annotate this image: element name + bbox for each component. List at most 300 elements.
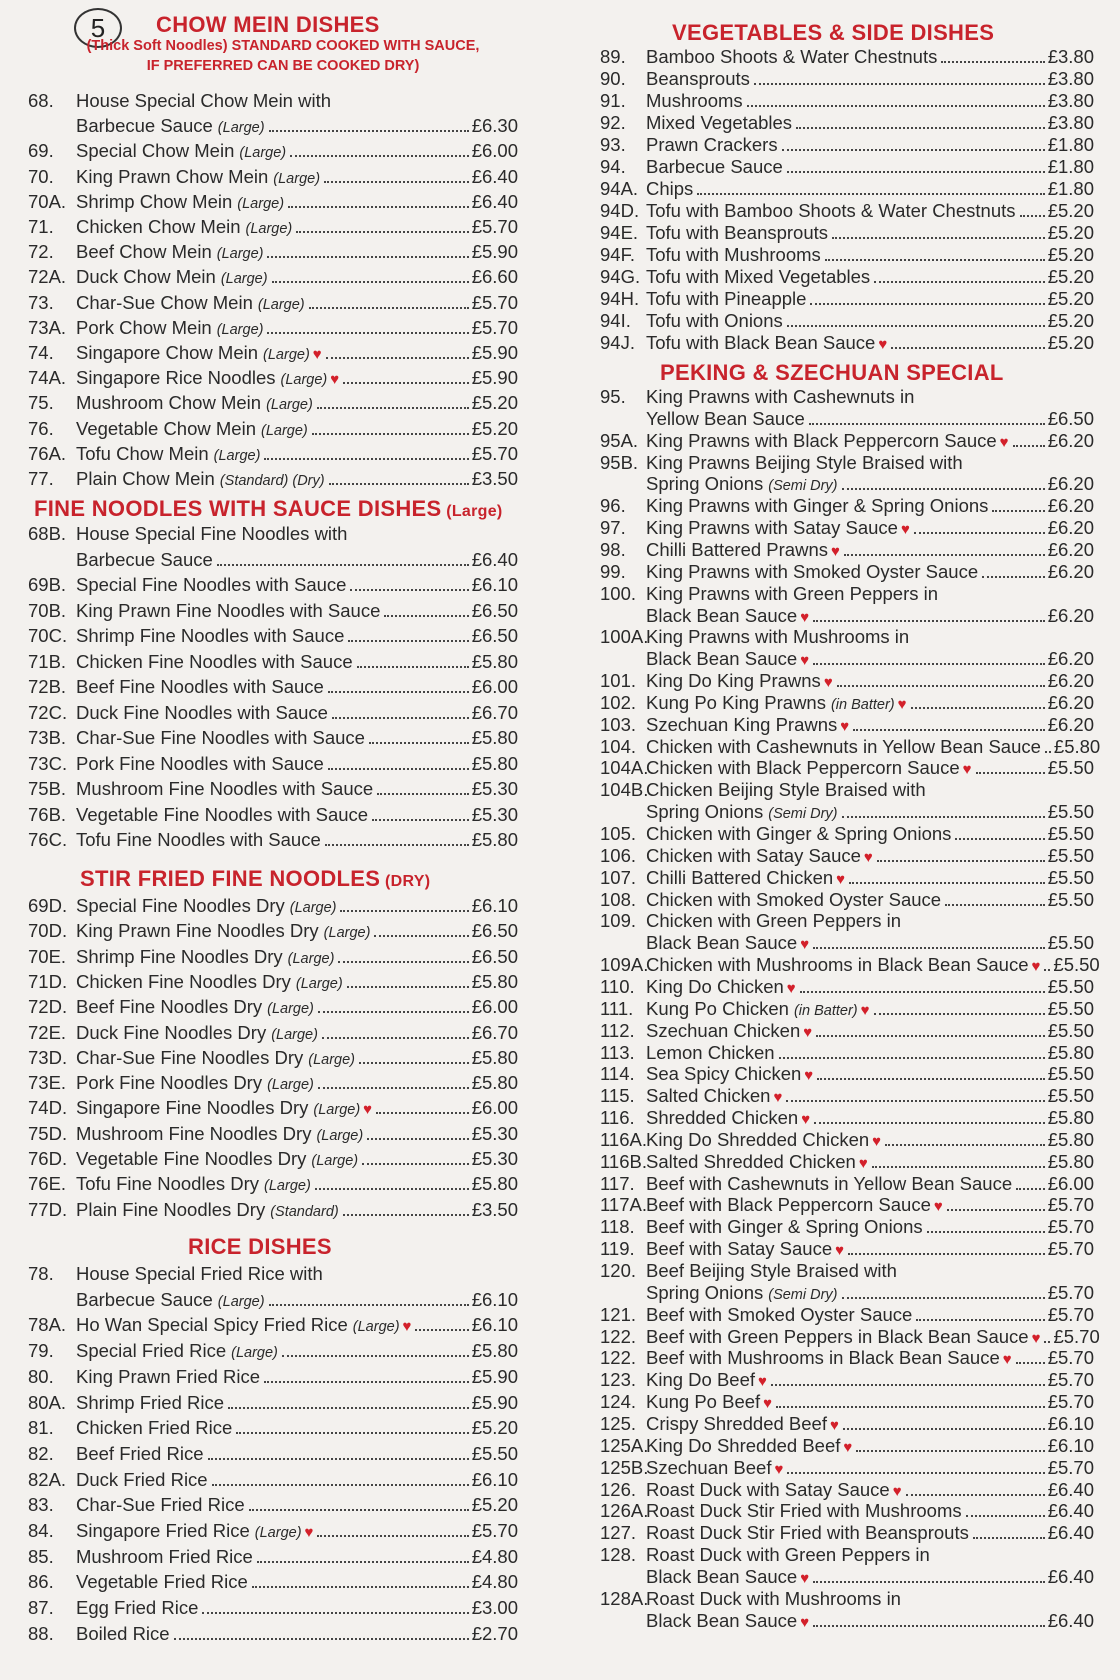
dot-leader [328, 768, 469, 770]
menu-item [600, 1457, 1094, 1479]
dot-leader [697, 193, 1044, 195]
item-price: £5.30 [471, 1148, 518, 1169]
chili-icon: ♥ [892, 1482, 902, 1500]
item-name: Char-Sue Chow Mein [76, 291, 253, 313]
dot-leader [257, 1561, 469, 1563]
item-name: King Prawn Fried Rice [76, 1365, 261, 1387]
menu-item [28, 778, 518, 800]
item-number: 73C. [28, 752, 68, 774]
menu-item [600, 1544, 1094, 1566]
dot-leader [786, 1100, 1044, 1102]
menu-item [28, 549, 518, 571]
item-number: 72D. [28, 996, 68, 1018]
dot-leader [367, 1138, 469, 1140]
item-number: 122. [600, 1347, 637, 1369]
chili-icon: ♥ [800, 1613, 810, 1631]
item-name: Beef Chow Mein [76, 241, 212, 263]
item-number: 94G. [600, 266, 641, 287]
dot-leader [267, 256, 468, 258]
item-size-note: (in Batter) [793, 1002, 858, 1019]
menu-item [600, 495, 1094, 517]
item-number: 116. [600, 1107, 635, 1129]
item-name: Barbecue Sauce [76, 115, 213, 137]
item-name: Vegetable Fine Noodles with Sauce [76, 803, 369, 825]
menu-item [28, 895, 518, 917]
item-number: 70C. [28, 625, 68, 646]
menu-item [600, 1304, 1094, 1326]
item-price: £6.50 [471, 945, 518, 967]
dot-leader [228, 1407, 469, 1409]
item-name: Egg Fried Rice [76, 1597, 199, 1619]
item-number: 70E. [28, 945, 67, 967]
menu-item [600, 1369, 1094, 1391]
item-price: £6.20 [1047, 648, 1094, 670]
menu-item [600, 386, 1094, 408]
item-name: Vegetable Chow Mein [76, 417, 256, 439]
item-name: King Prawns with Cashewnuts in [646, 386, 915, 407]
dot-leader [1013, 445, 1045, 447]
item-price: £6.10 [471, 895, 518, 916]
dot-leader [357, 666, 469, 668]
item-name: Tofu with Onions [646, 310, 783, 331]
dot-leader [282, 1355, 469, 1357]
item-price: £5.80 [471, 970, 518, 992]
item-price: £4.80 [471, 1545, 518, 1567]
chili-icon: ♥ [801, 1111, 811, 1129]
menu-item [600, 779, 1094, 801]
item-number: 127. [600, 1522, 637, 1544]
item-number: 102. [600, 691, 637, 713]
item-name: Mushroom Chow Mein [76, 392, 262, 414]
item-number: 76. [28, 417, 54, 439]
chili-icon: ♥ [804, 1067, 814, 1085]
item-number: 72. [28, 241, 54, 263]
item-size-note: (Large) [308, 1051, 355, 1068]
chili-icon: ♥ [843, 1438, 853, 1456]
chili-icon: ♥ [800, 1569, 810, 1587]
item-name: Tofu with Black Bean Sauce [646, 332, 876, 353]
item-name: Tofu Fine Noodles Dry [76, 1173, 260, 1195]
menu-item [28, 317, 518, 339]
item-price: £5.30 [471, 1122, 518, 1144]
item-price: £5.20 [1047, 266, 1094, 287]
menu-item [28, 920, 518, 942]
item-price: £5.90 [471, 1391, 518, 1413]
dot-leader [343, 1214, 469, 1216]
item-price: £5.50 [1047, 1085, 1094, 1107]
item-number: 120. [600, 1260, 637, 1281]
dot-leader [376, 1112, 469, 1114]
item-price: £5.30 [471, 778, 518, 799]
item-name: Special Fried Rice [76, 1340, 227, 1362]
dot-leader [269, 130, 469, 132]
dot-leader [945, 904, 1045, 906]
menu-item [600, 801, 1094, 823]
menu-item [28, 1047, 518, 1069]
item-price: £5.90 [471, 342, 518, 363]
item-number: 121. [600, 1303, 637, 1325]
menu-item [600, 200, 1094, 222]
item-price: £6.10 [471, 574, 518, 595]
item-number: 109A. [600, 954, 649, 976]
item-price: £5.80 [1053, 735, 1101, 757]
menu-item [600, 561, 1094, 583]
item-name: Roast Duck Stir Fried with Mushrooms [646, 1500, 962, 1522]
item-size-note: (Large) [323, 925, 371, 942]
dot-leader [1016, 1188, 1045, 1190]
item-number: 113. [600, 1041, 635, 1063]
menu-item [600, 1042, 1094, 1064]
item-name: Beef Beijing Style Braised with [646, 1260, 897, 1281]
item-price: £5.70 [1047, 1347, 1094, 1369]
item-name: Char-Sue Fine Noodles Dry [76, 1046, 304, 1068]
item-number: 100. [600, 582, 637, 604]
item-name: Chicken with Cashewnuts in Yellow Bean Sauce [646, 735, 1041, 757]
item-price: £5.80 [1047, 1041, 1094, 1063]
menu-item [600, 332, 1094, 354]
item-price: £5.50 [1047, 823, 1094, 844]
item-number: 116A. [600, 1128, 647, 1150]
menu-item [28, 946, 518, 968]
menu-item [28, 266, 518, 288]
menu-item [28, 1072, 518, 1094]
item-size-note: (Large) [266, 397, 313, 414]
item-size-note: (in Batter) [830, 696, 895, 713]
item-price: £5.90 [471, 367, 518, 389]
item-name: Shrimp Chow Mein [76, 190, 233, 212]
chili-icon: ♥ [999, 433, 1009, 451]
item-price: £6.50 [471, 625, 518, 646]
item-price: £5.50 [1047, 1063, 1094, 1085]
section-title-chow-mein [156, 12, 380, 38]
item-name: King Prawns with Smoked Oyster Sauce [646, 560, 979, 582]
item-number: 114. [600, 1063, 635, 1085]
menu-item [600, 1282, 1094, 1304]
item-size-note: (Large) [216, 246, 264, 263]
chili-icon: ♥ [763, 1395, 773, 1413]
item-number: 106. [600, 844, 637, 866]
dot-leader [317, 1535, 468, 1537]
menu-item [600, 1610, 1094, 1632]
item-size-note: (Large) [287, 950, 335, 967]
item-price: £5.80 [471, 1046, 518, 1068]
menu-item [600, 692, 1094, 714]
item-name: Roast Duck with Mushrooms in [646, 1587, 901, 1609]
item-number: 111. [600, 997, 634, 1019]
item-number: 122. [600, 1325, 637, 1347]
dot-leader [359, 1062, 469, 1064]
menu-item [600, 310, 1094, 332]
dot-leader [782, 149, 1045, 151]
menu-item [600, 1129, 1094, 1151]
chili-icon: ♥ [830, 1416, 839, 1434]
item-name: Chicken Fine Noodles Dry [76, 970, 291, 992]
item-number: 77D. [28, 1198, 68, 1220]
item-name: Char-Sue Fried Rice [76, 1494, 245, 1516]
item-number: 76D. [28, 1148, 68, 1169]
item-number: 74. [28, 342, 54, 363]
section-title-text: CHOW MEIN DISHES [156, 12, 380, 37]
menu-item [600, 932, 1094, 954]
dot-leader [973, 1537, 1045, 1539]
menu-item [600, 976, 1094, 998]
item-price: £3.80 [1047, 112, 1094, 133]
item-name: Vegetable Fine Noodles Dry [76, 1148, 307, 1169]
item-name: Special Fine Noodles Dry [76, 895, 285, 916]
item-number: 89. [600, 46, 626, 67]
item-price: £5.20 [1047, 310, 1094, 331]
item-name: King Prawn Fine Noodles with Sauce [76, 599, 381, 621]
chili-icon: ♥ [933, 1198, 943, 1216]
item-name: Special Fine Noodles with Sauce [76, 574, 347, 595]
dot-leader [264, 1381, 469, 1383]
item-number: 94F. [600, 244, 635, 265]
item-number: 71D. [28, 970, 68, 992]
item-name: Szechuan Chicken [646, 1019, 801, 1041]
item-number: 68B. [28, 523, 67, 544]
dot-leader [252, 1586, 469, 1588]
item-name: Tofu Fine Noodles with Sauce [76, 829, 321, 850]
menu-item [28, 1494, 518, 1516]
menu-item [28, 1392, 518, 1414]
menu-item [28, 115, 518, 137]
menu-item [600, 1347, 1094, 1369]
item-name: Black Bean Sauce [646, 1565, 798, 1587]
menu-item [28, 1366, 518, 1388]
dot-leader [872, 1166, 1045, 1168]
menu-item [28, 1123, 518, 1145]
dot-leader [217, 564, 469, 566]
item-name: Beef Fried Rice [76, 1442, 204, 1464]
item-price: £5.70 [1047, 1303, 1094, 1325]
dot-leader [329, 483, 469, 485]
menu-item [28, 523, 518, 545]
dot-leader [842, 1297, 1045, 1299]
item-size-note: (Semi Dry) [768, 806, 838, 823]
item-number: 72B. [28, 676, 67, 697]
item-size-note: (Semi Dry) [768, 478, 838, 495]
item-price: £5.80 [471, 829, 518, 850]
item-size-note: (Semi Dry) [768, 1286, 838, 1303]
item-number: 73D. [28, 1046, 68, 1068]
item-size-note: (Standard) (Dry) [219, 473, 325, 489]
item-number: 72C. [28, 701, 68, 723]
section-title-text: FINE NOODLES WITH SAUCE DISHES [34, 496, 442, 521]
dot-leader [825, 259, 1045, 261]
menu-item [600, 1173, 1094, 1195]
item-price: £6.50 [471, 920, 518, 942]
item-number: 72A. [28, 266, 67, 288]
section-title-veg-side [672, 20, 994, 46]
item-size-note: (Large) [231, 1345, 278, 1362]
menu-item [28, 651, 518, 673]
dot-leader [976, 772, 1045, 774]
dot-leader [796, 127, 1045, 129]
item-number: 75. [28, 392, 54, 414]
chili-icon: ♥ [831, 542, 840, 560]
item-number: 73A. [28, 316, 67, 338]
dot-leader [264, 458, 468, 460]
menu-item [600, 1107, 1094, 1129]
menu-item [600, 823, 1094, 845]
item-price: £2.70 [471, 1622, 518, 1644]
menu-item [28, 1289, 518, 1311]
item-size-note: (Large) [216, 321, 264, 338]
menu-item [28, 1199, 518, 1221]
chili-icon: ♥ [758, 1373, 767, 1391]
item-name: Black Bean Sauce [646, 932, 798, 954]
dot-leader [174, 1638, 469, 1640]
item-price: £5.80 [471, 1072, 518, 1094]
item-name: Ho Wan Special Spicy Fried Rice [76, 1314, 348, 1336]
item-name: Beef with Satay Sauce [646, 1238, 833, 1260]
item-name: Chicken with Smoked Oyster Sauce [646, 888, 942, 910]
dot-leader [212, 1484, 469, 1486]
item-number: 73E. [28, 1072, 67, 1094]
item-name: Beef with Ginger & Spring Onions [646, 1216, 923, 1238]
dot-leader [853, 729, 1045, 731]
dot-leader [813, 1625, 1045, 1627]
dot-leader [848, 1253, 1045, 1255]
item-price: £6.10 [471, 1288, 518, 1310]
dot-leader [362, 1163, 469, 1165]
item-name: Mushroom Fine Noodles Dry [76, 1122, 312, 1144]
dot-leader [326, 357, 469, 359]
item-number: 82A. [28, 1468, 67, 1490]
item-number: 117. [600, 1172, 635, 1194]
menu-item [600, 910, 1094, 932]
menu-item [600, 735, 1101, 758]
item-number: 124. [600, 1391, 637, 1413]
item-price: £6.10 [471, 1314, 518, 1336]
menu-item [600, 46, 1094, 68]
dot-leader [813, 947, 1045, 949]
item-number: 107. [600, 866, 637, 888]
item-name: Roast Duck with Green Peppers in [646, 1544, 930, 1566]
item-price: £5.90 [471, 241, 518, 263]
chili-icon: ♥ [835, 1242, 845, 1260]
dot-leader [885, 1144, 1045, 1146]
item-price: £5.80 [471, 727, 518, 748]
item-price: £3.80 [1047, 68, 1094, 89]
item-price: £5.70 [471, 1520, 518, 1541]
item-name: Singapore Chow Mein [76, 342, 259, 363]
item-name: Chicken Fine Noodles with Sauce [76, 650, 353, 672]
dot-leader [290, 155, 469, 157]
item-number: 70A. [28, 190, 67, 212]
item-name: Mushroom Fried Rice [76, 1545, 253, 1567]
item-name: Prawn Crackers [646, 134, 778, 155]
item-price: £5.80 [471, 1173, 518, 1195]
dot-leader [309, 307, 469, 309]
dot-leader [747, 105, 1045, 107]
dot-leader [269, 1304, 469, 1306]
dot-leader [843, 1428, 1045, 1430]
item-name: Tofu with Beansprouts [646, 222, 829, 243]
item-price: £5.20 [471, 392, 518, 414]
item-price: £6.50 [1047, 407, 1094, 429]
dot-leader [966, 1515, 1045, 1517]
item-name: Chicken with Green Peppers in [646, 910, 902, 932]
item-name: Barbecue Sauce [646, 156, 783, 177]
item-name: Beef with Mushrooms in Black Bean Sauce [646, 1347, 1000, 1369]
menu-item [28, 241, 518, 263]
item-name: Salted Chicken [646, 1085, 771, 1107]
item-number: 98. [600, 538, 626, 560]
item-number: 123. [600, 1369, 637, 1391]
item-name: King Prawns with Black Peppercorn Sauce [646, 429, 997, 451]
item-number: 78A. [28, 1314, 67, 1336]
item-name: Boiled Rice [76, 1622, 170, 1644]
menu-item [600, 605, 1094, 627]
menu-item [28, 1173, 518, 1195]
item-price: £5.70 [1047, 1238, 1094, 1260]
item-number: 86. [28, 1571, 54, 1593]
item-size-note: (Large) [289, 900, 337, 916]
item-number: 80. [28, 1365, 54, 1387]
item-number: 87. [28, 1597, 54, 1619]
dot-leader [877, 860, 1045, 862]
menu-item [28, 1417, 518, 1439]
menu-item [600, 998, 1094, 1020]
dot-leader [315, 1188, 469, 1190]
item-name: Special Chow Mein [76, 140, 235, 162]
item-price: £5.90 [471, 1365, 518, 1387]
chili-icon: ♥ [872, 1132, 882, 1150]
dot-leader [941, 61, 1044, 63]
item-name: King Do Shredded Chicken [646, 1128, 870, 1150]
item-number: 85. [28, 1545, 54, 1567]
item-number: 83. [28, 1494, 54, 1516]
menu-item [28, 443, 518, 465]
item-price: £5.20 [1047, 200, 1094, 221]
item-price: £6.20 [1047, 429, 1094, 451]
item-name: Chicken with Satay Sauce [646, 844, 861, 866]
menu-item [600, 408, 1094, 430]
item-name: Roast Duck with Satay Sauce [646, 1478, 890, 1500]
item-name: Chips [646, 178, 694, 199]
item-name: Crispy Shredded Beef [646, 1412, 827, 1434]
menu-item [600, 626, 1094, 648]
menu-item [28, 1623, 518, 1645]
chili-icon: ♥ [900, 521, 910, 539]
menu-item [600, 845, 1094, 867]
item-number: 125. [600, 1412, 637, 1434]
item-price: £3.50 [471, 1198, 518, 1220]
item-number: 73. [28, 291, 54, 313]
item-price: £1.80 [1047, 134, 1094, 155]
item-name: Black Bean Sauce [646, 604, 798, 626]
item-price: £6.40 [471, 165, 518, 187]
dot-leader [325, 844, 469, 846]
item-name: Spring Onions [646, 473, 764, 495]
dot-leader [911, 707, 1045, 709]
item-price: £5.50 [1047, 888, 1094, 910]
dot-leader [947, 1209, 1045, 1211]
item-number: 71B. [28, 650, 67, 672]
item-size-note: (Large) [257, 296, 305, 313]
item-number: 94H. [600, 288, 640, 309]
item-name: Chilli Battered Chicken [646, 866, 834, 888]
chili-icon: ♥ [1031, 958, 1041, 976]
item-price: £6.60 [471, 266, 518, 288]
item-price: £5.50 [1047, 975, 1094, 997]
menu-item [28, 727, 518, 749]
dot-leader [816, 1035, 1045, 1037]
item-number: 99. [600, 560, 626, 582]
item-name: King Prawns Beijing Style Braised with [646, 451, 963, 473]
dot-leader [350, 589, 468, 591]
